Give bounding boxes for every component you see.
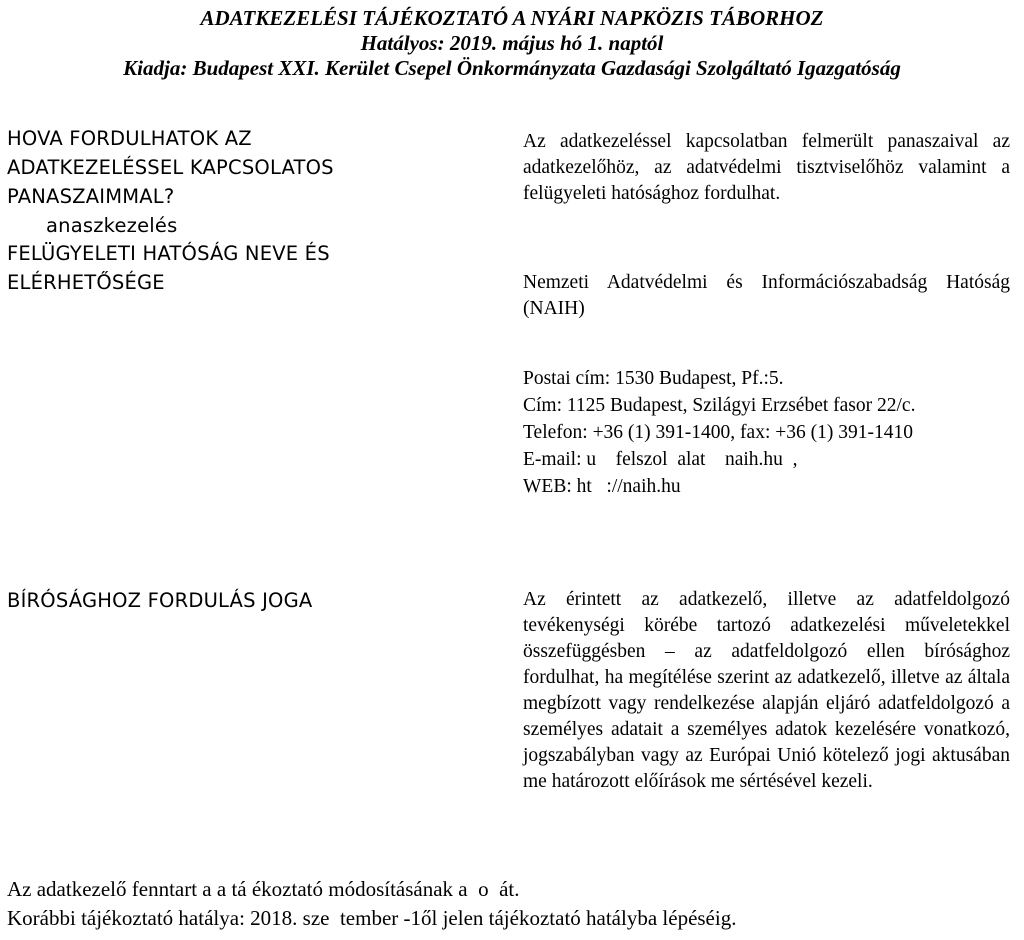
court-heading: BÍRÓSÁGHOZ FORDULÁS JOGA [7,589,313,612]
complaints-heading [7,124,334,240]
authority-contact [523,365,1010,500]
authority-name [523,270,1010,322]
document-title: ADATKEZELÉSI TÁJÉKOZTATÓ A NYÁRI NAPKÖZIS TÁBORHOZ [200,6,824,30]
authority-heading-line-2: ELÉRHETŐSÉGE [7,271,165,294]
footer-modification-note: Az adatkezelő fenntart a a tá ékoztató módosításának a o át. [7,877,520,901]
street-address: Cím: 1125 Budapest, Szilágyi Erzsébet fasor 22/c. [523,395,916,416]
authority-heading-line-1: FELÜGYELETI HATÓSÁG NEVE ÉS [7,242,330,265]
complaints-heading-line-1: HOVA FORDULHATOK AZ [7,127,252,150]
footer-previous-validity: Korábbi tájékoztató hatálya: 2018. sze tember -1ől jelen tájékoztató hatályba lépéséig. [7,906,737,930]
document-header [0,0,1024,81]
authority-name-text: Nemzeti Adatvédelmi és Információszabadság Hatóság (NAIH) [523,272,1010,319]
effective-date: Hatályos: 2019. május hó 1. naptól [360,31,664,55]
issuer: Kiadja: Budapest XXI. Kerület Csepel Önkormányzata Gazdasági Szolgáltató Igazgatóság [123,56,901,80]
complaints-heading-line-3: PANASZAIMMAL? [7,185,175,208]
complaints-text: Az adatkezeléssel kapcsolatban felmerült panaszaival az adatkezelőhöz, az adatvédelmi tisztviselőhöz valamint a felügyeleti hatósághoz fordulhat. [523,131,1010,204]
phone-fax: Telefon: +36 (1) 391-1400, fax: +36 (1) 391-1410 [523,422,913,443]
complaints-heading-line-2: ADATKEZELÉSSEL KAPCSOLATOS [7,156,334,179]
web-address: WEB: ht ://naih.hu [523,476,681,497]
postal-address: Postai cím: 1530 Budapest, Pf.:5. [523,368,784,389]
court-text: Az érintett az adatkezelő, illetve az adatfeldolgozó tevékenységi körébe tartozó adatkezelési műveletekkel összefüggésben – az adatfeldolgozó ellen bírósághoz fordulhat, ha megítélése szerint az adatkezelő, illetve az általa megbízott vagy rendelkezése alapján eljáró adatfeldolgozó a személyes adatait a személyes adatok kezelésére vonatkozó, jogszabályban vagy az Európai Unió kötelező jogi aktusában me határozott előírások me sértésével kezeli. [523,589,1010,792]
authority-heading [7,239,330,297]
email-address: E-mail: u felszol alat naih.hu , [523,449,798,470]
complaints-subheading: anaszkezelés [46,214,178,237]
